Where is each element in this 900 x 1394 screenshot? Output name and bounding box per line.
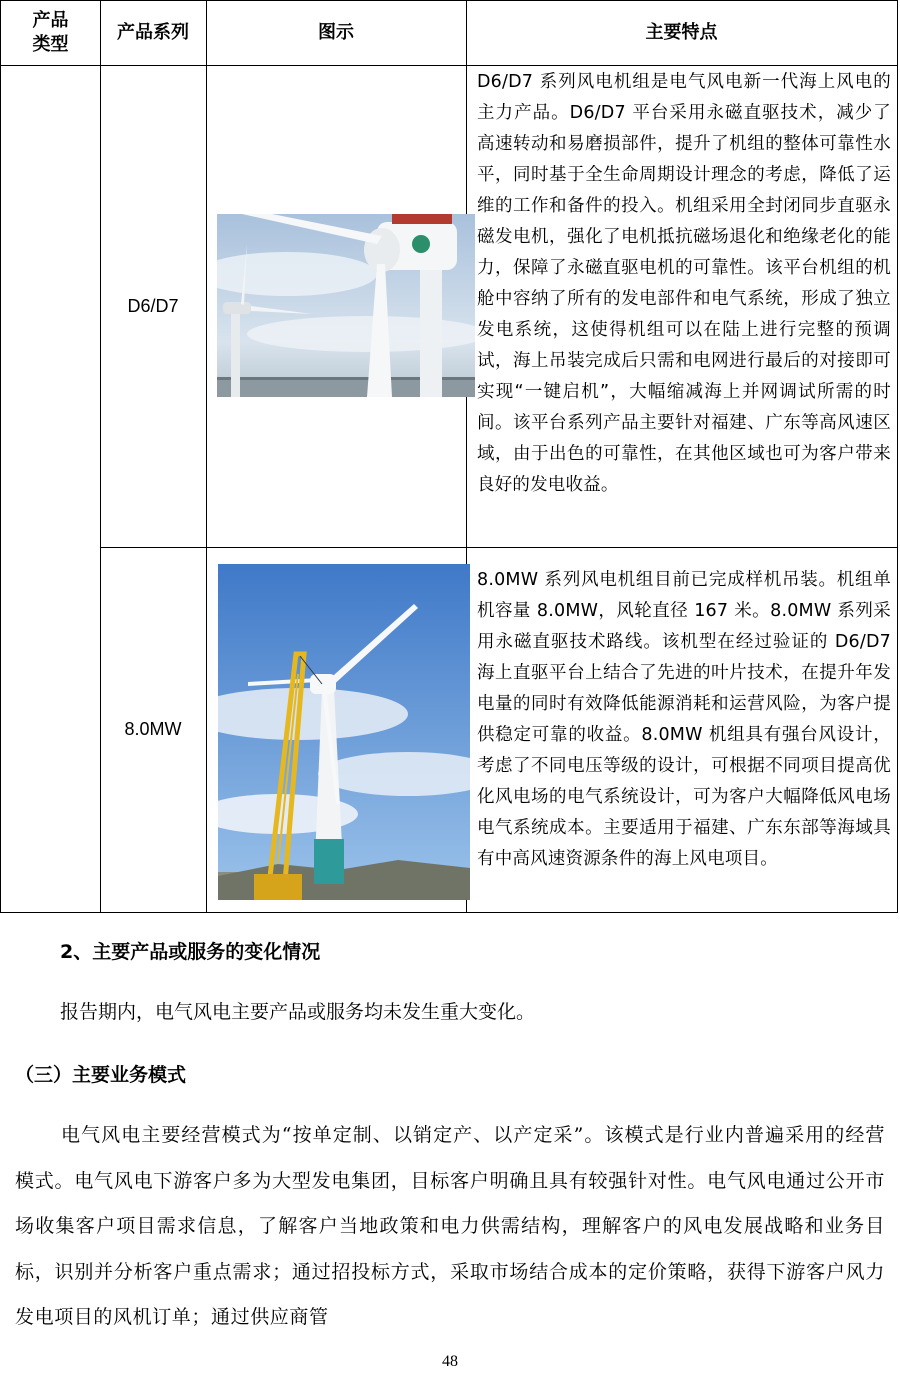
section-heading-product-changes: 2、主要产品或服务的变化情况: [60, 941, 321, 963]
section-paragraph-business-model: 电气风电主要经营模式为“按单定制、以销定产、以产定采”。该模式是行业内普遍采用的经营模式。电气风电下游客户多为大型发电集团，目标客户明确且具有较强针对性。电气风电通过公开市场收集客户项目需求信息，了解客户当地政策和电力供需结构，理解客户的风电发展战略和业务目标，识别并分析客户重点需求；通过招投标方式，采取市场结合成本的定价策略，获得下游客户风力发电项目的风机订单；通过供应商管: [15, 1124, 885, 1328]
page-number: 48: [442, 1353, 458, 1370]
col-divider: [206, 1, 207, 912]
series-label: D6/D7: [127, 295, 179, 316]
series-cell-d6d7: [100, 65, 206, 547]
series-label: 8.0MW: [124, 719, 182, 739]
header-product-type: 产品类型: [32, 10, 69, 55]
d6d7-turbine-photo: [217, 214, 475, 397]
section-heading-business-model: （三）主要业务模式: [15, 1064, 187, 1086]
row-divider: [100, 547, 897, 548]
series-cell-8mw: [100, 547, 206, 912]
features-8mw: 8.0MW 系列风电机组目前已完成样机吊装。机组单机容量 8.0MW，风轮直径 167 米。8.0MW 系列采用永磁直驱技术路线。该机型在经过验证的 D6/D7 海上直驱平台上结合了先进的叶片技术，在提升年发电量的同时有效降低能源消耗和运营风险，为客户提供稳定可靠的收益。8.0MW 机组具有强台风设计，考虑了不同电压等级的设计，可根据不同项目提高优化风电场的电气系统设计，可为客户大幅降低风电场电气系统成本。主要适用于福建、广东东部等海域具有中高风速资源条件的海上风电项目。: [477, 570, 891, 869]
header-illustration: 图示: [318, 22, 354, 43]
features-d6d7: D6/D7 系列风电机组是电气风电新一代海上风电的主力产品。D6/D7 平台采用永磁直驱技术，减少了高速转动和易磨损部件，提升了机组的整体可靠性水平，同时基于全生命周期设计理念的考虑，降低了运维的工作和备件的投入。机组采用全封闭同步直驱永磁发电机，强化了电机抵抗磁场退化和绝缘老化的能力，保障了永磁直驱电机的可靠性。该平台机组的机舱中容纳了所有的发电部件和电气系统，形成了独立发电系统，这使得机组可以在陆上进行完整的预调试，海上吊装完成后只需和电网进行最后的对接即可实现“一键启机”，大幅缩减海上并网调试所需的时间。该平台系列产品主要针对福建、广东等高风速区域，由于出色的可靠性，在其他区域也可为客户带来良好的发电收益。: [477, 72, 891, 495]
section-paragraph-product-changes: 报告期内，电气风电主要产品或服务均未发生重大变化。: [60, 1001, 536, 1023]
header-product-series: 产品系列: [117, 22, 189, 43]
8mw-turbine-photo: [218, 564, 470, 900]
header-main-features: 主要特点: [645, 22, 718, 43]
